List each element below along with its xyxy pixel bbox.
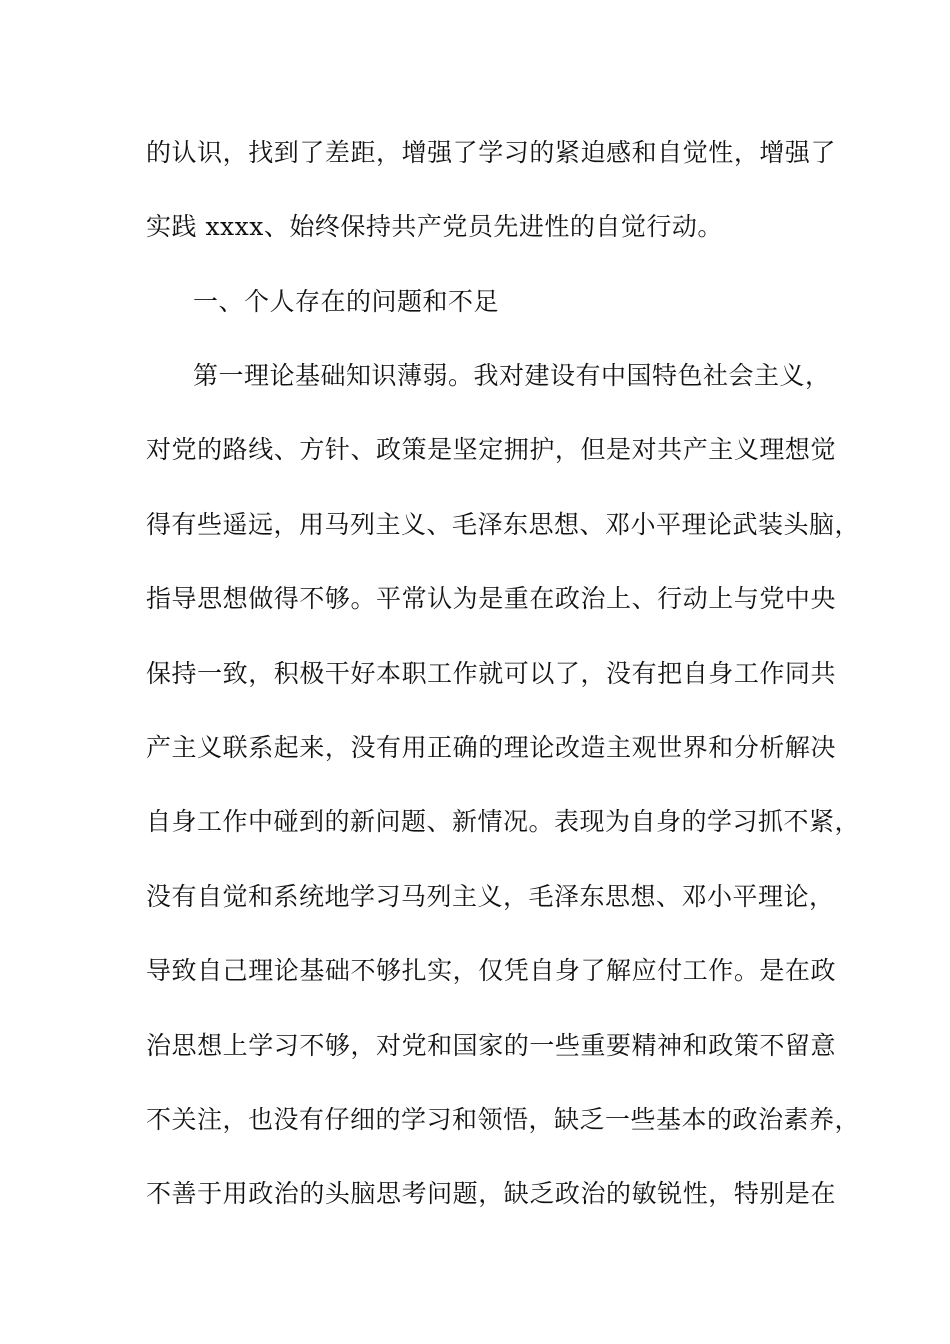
paragraph-line-10: 自身工作中碰到的新问题、新情况。表现为自身的学习抓不紧， bbox=[146, 807, 861, 836]
paragraph-line-5: 对党的路线、方针、政策是坚定拥护，但是对共产主义理想觉 bbox=[146, 435, 836, 464]
paragraph-line-4: 第一理论基础知识薄弱。我对建设有中国特色社会主义， bbox=[193, 361, 831, 390]
paragraph-line-2: 实践 xxxx、始终保持共产党员先进性的自觉行动。 bbox=[146, 212, 723, 241]
paragraph-line-7: 指导思想做得不够。平常认为是重在政治上、行动上与党中央 bbox=[146, 584, 836, 613]
paragraph-line-11: 没有自觉和系统地学习马列主义，毛泽东思想、邓小平理论， bbox=[146, 882, 835, 911]
paragraph-line-14: 不关注，也没有仔细的学习和领悟，缺乏一些基本的政治素养， bbox=[146, 1105, 861, 1134]
paragraph-line-15: 不善于用政治的头脑思考问题，缺乏政治的敏锐性，特别是在 bbox=[146, 1179, 836, 1208]
paragraph-line-9: 产主义联系起来，没有用正确的理论改造主观世界和分析解决 bbox=[146, 733, 836, 762]
paragraph-line-13: 治思想上学习不够，对党和国家的一些重要精神和政策不留意 bbox=[146, 1031, 836, 1060]
paragraph-line-6: 得有些遥远，用马列主义、毛泽东思想、邓小平理论武装头脑， bbox=[146, 510, 861, 539]
paragraph-line-1: 的认识，找到了差距，增强了学习的紧迫感和自觉性，增强了 bbox=[146, 138, 836, 167]
section-heading: 一、个人存在的问题和不足 bbox=[193, 287, 500, 316]
paragraph-line-8: 保持一致，积极干好本职工作就可以了，没有把自身工作同共 bbox=[146, 659, 836, 688]
paragraph-line-12: 导致自己理论基础不够扎实，仅凭自身了解应付工作。是在政 bbox=[146, 956, 836, 985]
